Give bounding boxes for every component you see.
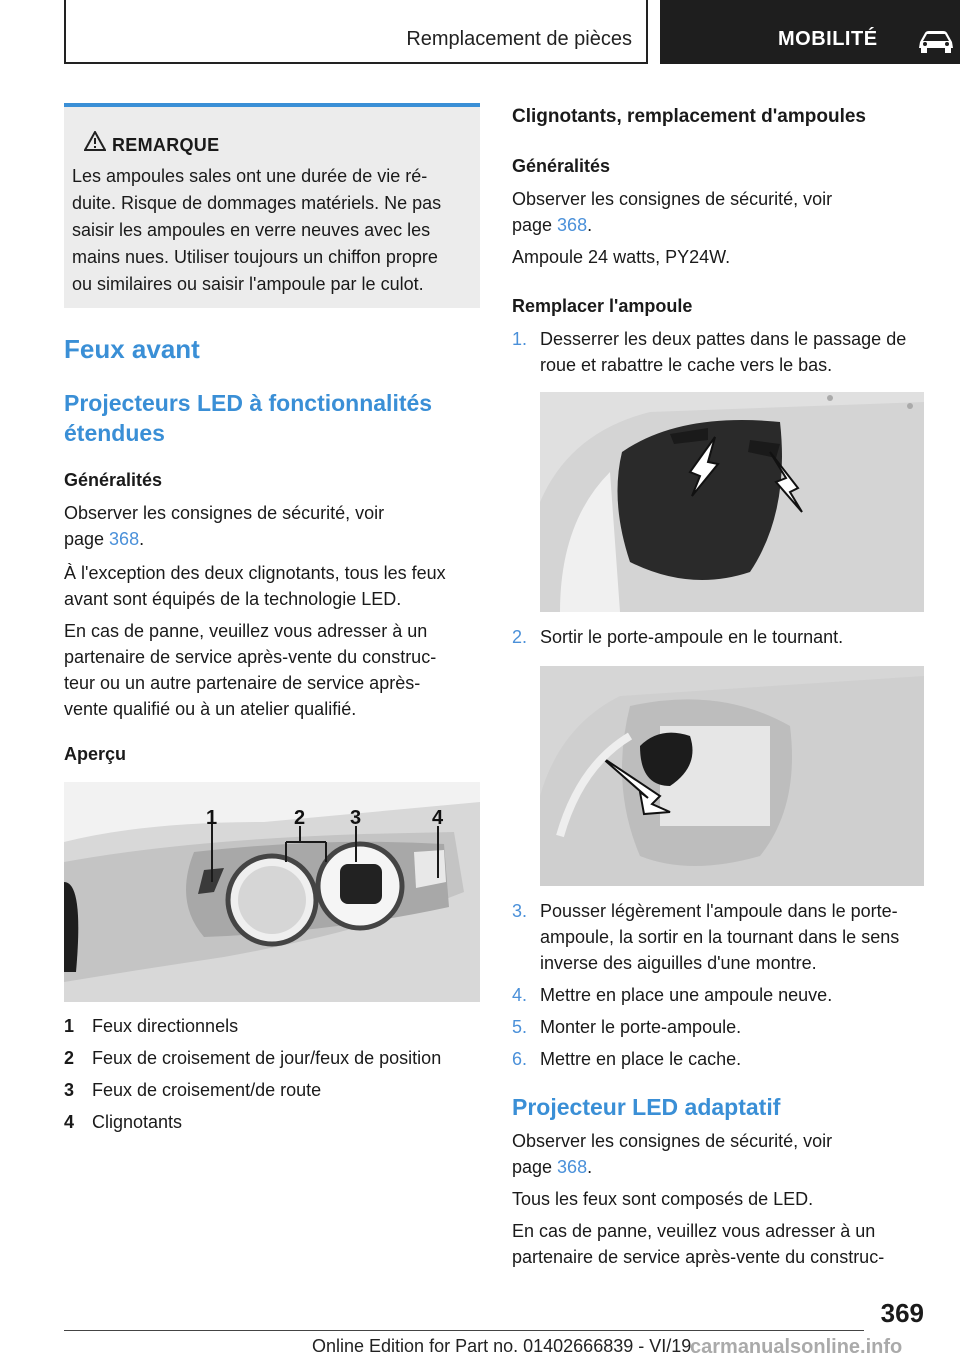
note-line: duite. Risque de dommages matériels. Ne pas (72, 193, 442, 213)
page-link[interactable]: 368 (557, 215, 588, 235)
paragraph-line: Tous les feux sont composés de LED. (512, 1189, 814, 1209)
legend-item (64, 1080, 321, 1101)
step-item (512, 898, 928, 976)
legend-item (64, 1016, 238, 1037)
page-link[interactable]: 368 (557, 1157, 588, 1177)
paragraph-line: teur ou un autre partenaire de service après- (64, 673, 421, 693)
header-section-box (64, 0, 648, 64)
page-ref-suffix: . (139, 529, 145, 549)
subheading-remplacer: Remplacer l'ampoule (512, 296, 693, 316)
heading-projecteur-adaptatif: Projecteur LED adaptatif (512, 1094, 781, 1120)
note-box (64, 103, 480, 308)
page-ref-suffix: . (587, 1157, 593, 1177)
page-ref-prefix: page (512, 215, 558, 235)
heading-clignotants: Clignotants, remplacement d'ampoules (512, 106, 866, 127)
warning-icon (84, 131, 106, 151)
paragraph-line: partenaire de service après-vente du construc‐ (512, 1247, 885, 1267)
page-link[interactable]: 368 (109, 529, 140, 549)
note-line: saisir les ampoules en verre neuves avec les (72, 220, 431, 240)
step-text: Mettre en place une ampoule neuve. (540, 985, 833, 1005)
step-item (512, 326, 928, 378)
step-item (512, 624, 928, 650)
paragraph-line (512, 212, 592, 238)
note-line: mains nues. Utiliser toujours un chiffon propre (72, 247, 438, 267)
paragraph-line: En cas de panne, veuillez vous adresser à un (64, 621, 428, 641)
subheading-apercu: Aperçu (64, 744, 127, 764)
note-body (72, 163, 472, 298)
paragraph-line: Ampoule 24 watts, PY24W. (512, 247, 731, 267)
subheading-generalites: Généralités (64, 470, 163, 490)
legend-text: Feux de croisement/de route (92, 1080, 322, 1100)
paragraph-line: En cas de panne, veuillez vous adresser à un (512, 1221, 876, 1241)
note-title: REMARQUE (112, 135, 220, 155)
paragraph-line: Observer les consignes de sécurité, voir (512, 1131, 833, 1151)
watermark: carmanualsonline.info (690, 1336, 903, 1358)
legend-number: 2 (64, 1048, 75, 1068)
legend-text: Clignotants (92, 1112, 183, 1132)
paragraph-line (64, 526, 144, 552)
footer-divider (64, 1330, 864, 1331)
step-text: Desserrer les deux pattes dans le passage de roue et rabattre le cache vers le bas. (540, 329, 907, 375)
legend-text: Feux directionnels (92, 1016, 239, 1036)
step-item (512, 1014, 928, 1040)
car-icon (916, 28, 956, 54)
callout-1: 1 (206, 807, 218, 829)
heading-projecteurs-l1: Projecteurs LED à fonctionnalités (64, 390, 433, 416)
cover-image (540, 392, 924, 612)
note-line: ou similaires ou saisir l'ampoule par le culot. (72, 274, 424, 294)
step-number: 5. (512, 1017, 528, 1037)
page-ref-prefix: page (512, 1157, 558, 1177)
callout-2: 2 (294, 807, 306, 829)
bulb-holder-image (540, 666, 924, 886)
step-number: 1. (512, 329, 528, 349)
header-chapter-title: MOBILITÉ (778, 28, 878, 50)
paragraph-line: partenaire de service après-vente du construc‐ (64, 647, 437, 667)
step-item (512, 982, 928, 1008)
page-ref-suffix: . (587, 215, 593, 235)
note-line: Les ampoules sales ont une durée de vie ré‐ (72, 166, 428, 186)
page-number: 369 (880, 1298, 924, 1328)
heading-projecteurs-l2: étendues (64, 420, 165, 446)
header-section-title: Remplacement de pièces (406, 28, 632, 50)
legend-item (64, 1112, 182, 1133)
header-chapter-box (660, 0, 960, 64)
callout-4: 4 (432, 807, 444, 829)
paragraph-line: vente qualifié ou à un atelier qualifié. (64, 699, 357, 719)
step-text: Monter le porte-ampoule. (540, 1017, 742, 1037)
legend-number: 3 (64, 1080, 75, 1100)
step-text: Mettre en place le cache. (540, 1049, 742, 1069)
heading-feux-avant: Feux avant (64, 334, 200, 364)
step-text: Pousser légèrement l'ampoule dans le porte-ampoule, la sortir en la tournant dans le sens inverse des aiguilles d'une montre. (540, 901, 900, 973)
footer-edition: Online Edition for Part no. 01402666839 - VI/19 (312, 1336, 692, 1356)
legend-number: 1 (64, 1016, 75, 1036)
page-ref-prefix: page (64, 529, 110, 549)
paragraph-line: Observer les consignes de sécurité, voir (512, 189, 833, 209)
legend-number: 4 (64, 1112, 75, 1132)
legend-item (64, 1048, 441, 1069)
callout-3: 3 (350, 807, 362, 829)
step-number: 3. (512, 901, 528, 921)
paragraph-line: avant sont équipés de la technologie LED. (64, 589, 402, 609)
step-number: 4. (512, 985, 528, 1005)
paragraph-line: Observer les consignes de sécurité, voir (64, 503, 385, 523)
legend-text: Feux de croisement de jour/feux de position (92, 1048, 442, 1068)
step-number: 2. (512, 627, 528, 647)
step-text: Sortir le porte-ampoule en le tournant. (540, 627, 844, 647)
step-item (512, 1046, 928, 1072)
headlight-image (64, 782, 480, 1002)
subheading-generalites-right: Généralités (512, 156, 611, 176)
paragraph-line (512, 1154, 592, 1180)
paragraph-line: À l'exception des deux clignotants, tous les feux (64, 563, 446, 583)
step-number: 6. (512, 1049, 528, 1069)
